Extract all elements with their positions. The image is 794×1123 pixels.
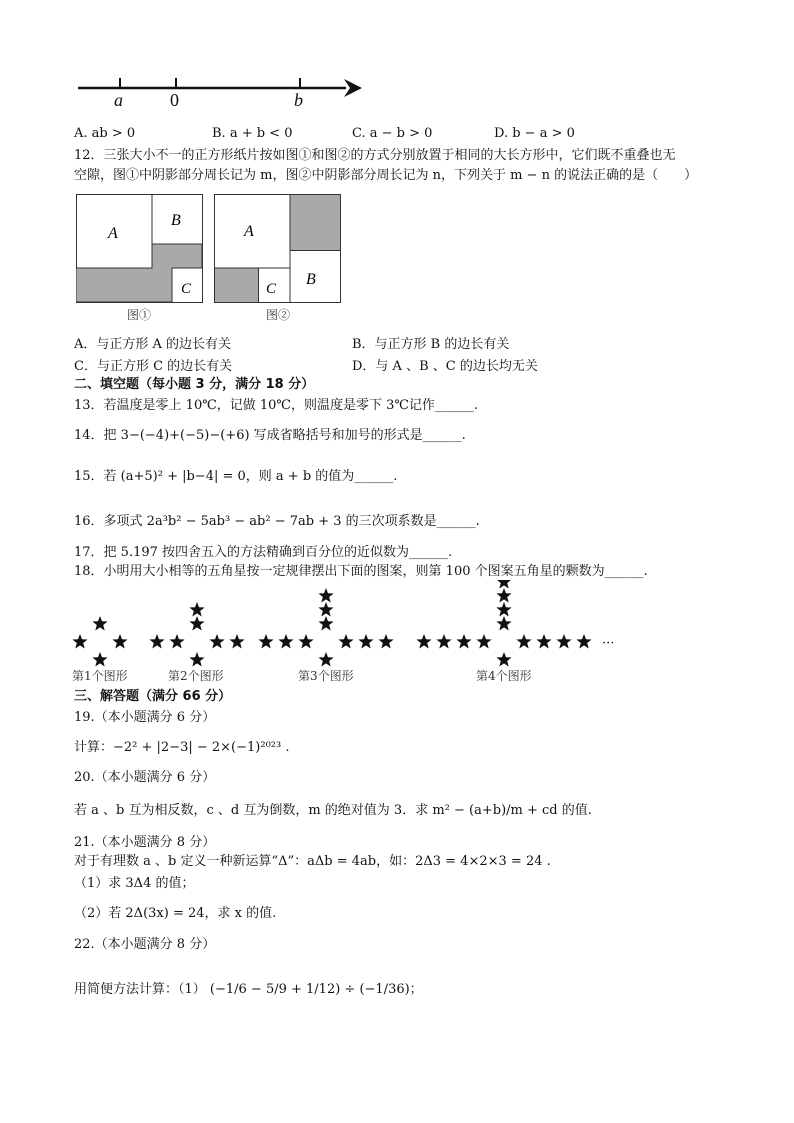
star-patterns — [60, 580, 680, 670]
star-icon — [416, 634, 431, 649]
star-icon — [476, 634, 491, 649]
star-icon — [229, 634, 244, 649]
q12-caption-2: 图② — [266, 308, 291, 322]
q12-caption-1: 图① — [127, 308, 152, 322]
star-icon — [496, 588, 511, 603]
star-caption-3: 第3个图形 — [298, 669, 354, 683]
q17-text: 17．把 5.197 按四舍五入的方法精确到百分位的近似数为______. — [74, 545, 453, 560]
q11-option-b[interactable]: B. a + b < 0 — [212, 126, 293, 141]
q15-text: 15．若 (a+5)² + |b−4| = 0，则 a + b 的值为______. — [74, 469, 398, 484]
q22-body: 用简便方法计算：（1） (−1/6 − 5/9 + 1/12) ÷ (−1/36)； — [74, 982, 423, 997]
star-icon — [496, 602, 511, 617]
star-icon — [378, 634, 393, 649]
star-icon — [92, 652, 107, 667]
q21-part2: （2）若 2Δ(3x) = 24，求 x 的值. — [74, 906, 277, 921]
q12-text-line1: 12．三张大小不一的正方形纸片按如图①和图②的方式分别放置于相同的大长方形中，它们既不重叠也无 — [74, 148, 676, 163]
section2-title: 二、填空题（每小题 3 分，满分 18 分） — [74, 377, 315, 392]
fig2-label-a: A — [244, 223, 254, 240]
q20-head: 20.（本小题满分 6 分） — [74, 770, 216, 785]
q11-option-c[interactable]: C. a − b > 0 — [352, 126, 433, 141]
number-line-label-b: b — [294, 90, 303, 110]
q18-text: 18．小明用大小相等的五角星按一定规律摆出下面的图案，则第 100 个图案五角星的颗数为______. — [74, 564, 648, 579]
q12-text-line2: 空隙，图①中阴影部分周长记为 m，图②中阴影部分周长记为 n，下列关于 m − n 的说法正确的是（ ） — [74, 168, 698, 183]
q12-figure-1 — [76, 194, 204, 304]
star-icon — [112, 634, 127, 649]
q21-part1: （1）求 3Δ4 的值； — [74, 876, 195, 891]
q16-text: 16．多项式 2a³b² − 5ab³ − ab² − 7ab + 3 的三次项系数是______. — [74, 514, 480, 529]
star-icon — [496, 616, 511, 631]
star-icon — [496, 580, 511, 589]
star-caption-2: 第2个图形 — [168, 669, 224, 683]
number-line-label-zero: 0 — [170, 90, 179, 110]
section3-title: 三、解答题（满分 66 分） — [74, 689, 232, 704]
q13-text: 13．若温度是零上 10℃，记做 10℃，则温度是零下 3℃记作______. — [74, 398, 479, 413]
q12-figure-2 — [214, 194, 342, 304]
q12-option-d[interactable]: D．与 A 、B 、C 的边长均无关 — [352, 359, 538, 374]
star-icon — [556, 634, 571, 649]
star-icon — [72, 634, 87, 649]
star-icon — [358, 634, 373, 649]
q21-line1: 对于有理数 a 、b 定义一种新运算“Δ”：aΔb = 4ab，如：2Δ3 = 4×2×3 = 24 . — [74, 854, 551, 869]
star-icon — [436, 634, 451, 649]
star-icon — [318, 652, 333, 667]
q19-body: 计算：−2² + |2−3| − 2×(−1)²⁰²³ . — [74, 740, 290, 755]
star-icon — [516, 634, 531, 649]
star-icon — [536, 634, 551, 649]
q11-option-d[interactable]: D. b − a > 0 — [494, 126, 575, 141]
star-icon — [338, 634, 353, 649]
q14-text: 14．把 3−(−4)+(−5)−(+6) 写成省略括号和加号的形式是______. — [74, 428, 466, 443]
star-icon — [149, 634, 164, 649]
star-ellipsis: ··· — [602, 636, 615, 651]
star-icon — [318, 588, 333, 603]
fig1-label-b: B — [171, 212, 181, 229]
fig2-label-b: B — [306, 271, 316, 288]
star-icon — [189, 602, 204, 617]
fig1-label-a: A — [108, 225, 118, 242]
q12-option-b[interactable]: B．与正方形 B 的边长有关 — [352, 337, 510, 352]
q21-head: 21.（本小题满分 8 分） — [74, 835, 216, 850]
q19-head: 19.（本小题满分 6 分） — [74, 710, 216, 725]
star-icon — [278, 634, 293, 649]
star-icon — [318, 602, 333, 617]
star-icon — [456, 634, 471, 649]
star-caption-1: 第1个图形 — [72, 669, 128, 683]
star-icon — [258, 634, 273, 649]
q12-option-c[interactable]: C．与正方形 C 的边长有关 — [74, 359, 233, 374]
star-icon — [318, 616, 333, 631]
star-icon — [298, 634, 313, 649]
star-caption-4: 第4个图形 — [476, 669, 532, 683]
q11-option-a[interactable]: A. ab > 0 — [74, 126, 136, 141]
q22-head: 22.（本小题满分 8 分） — [74, 937, 216, 952]
star-icon — [169, 634, 184, 649]
fig1-label-c: C — [181, 281, 192, 297]
fig2-label-c: C — [266, 281, 277, 297]
number-line-label-a: a — [114, 90, 123, 110]
star-icon — [496, 652, 511, 667]
q20-body: 若 a 、b 互为相反数，c 、d 互为倒数，m 的绝对值为 3．求 m² − (a+b)/m + cd 的值. — [74, 803, 592, 818]
star-icon — [576, 634, 591, 649]
star-icon — [92, 616, 107, 631]
star-icon — [189, 652, 204, 667]
star-icon — [189, 616, 204, 631]
star-icon — [209, 634, 224, 649]
q12-option-a[interactable]: A．与正方形 A 的边长有关 — [74, 337, 232, 352]
